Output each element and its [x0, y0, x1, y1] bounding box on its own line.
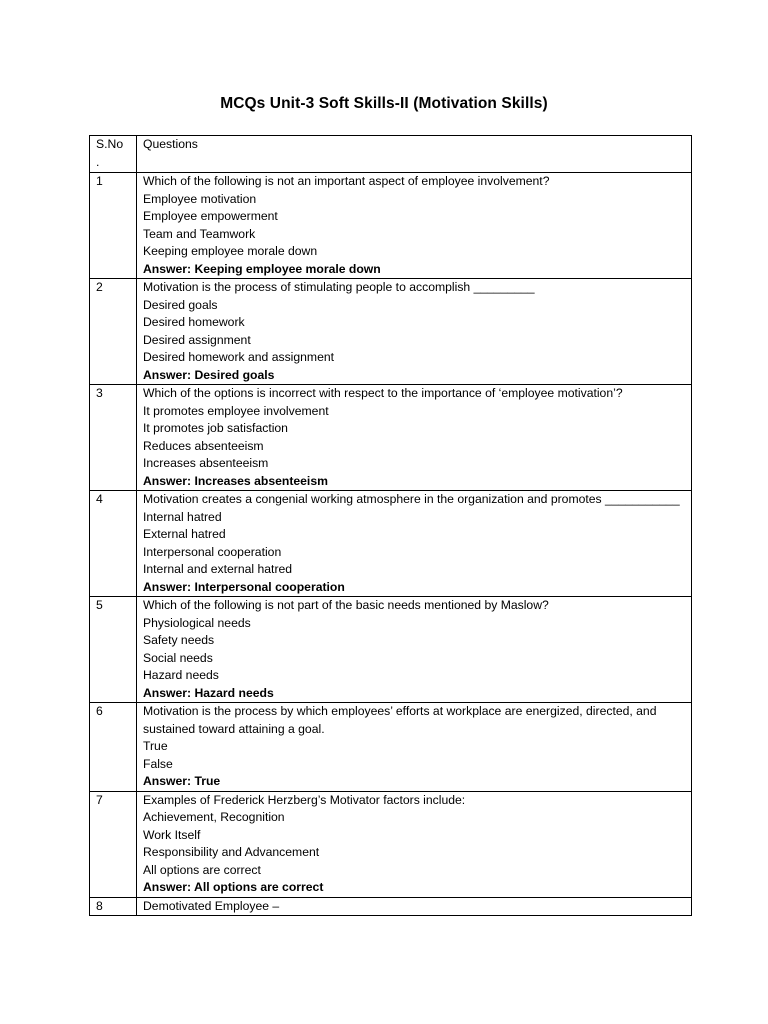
answer-option: Achievement, Recognition	[143, 810, 285, 824]
question-text: Motivation is the process by which employees’ efforts at workplace are energized, directed, and sustained toward attaining a goal.	[143, 704, 657, 736]
page-title: MCQs Unit-3 Soft Skills-II (Motivation Skills)	[220, 95, 548, 112]
answer-option: Responsibility and Advancement	[143, 845, 320, 859]
question-cell	[137, 703, 692, 792]
question-number: 8	[90, 897, 137, 916]
answer-option: Safety needs	[143, 633, 215, 647]
question-text: Which of the options is incorrect with respect to the importance of ‘employee motivation’?	[143, 386, 623, 400]
question-number: 6	[90, 703, 137, 792]
question-number: 1	[90, 173, 137, 279]
table-header-row	[90, 136, 692, 173]
correct-answer: Answer: True	[143, 774, 221, 788]
question-text: Which of the following is not part of the basic needs mentioned by Maslow?	[143, 598, 549, 612]
answer-option: Work Itself	[143, 827, 201, 842]
question-cell	[137, 385, 692, 491]
question-cell	[137, 597, 692, 703]
answer-option: Employee motivation	[143, 191, 257, 206]
answer-option: Reduces absenteeism	[143, 438, 264, 453]
table-row	[90, 491, 692, 597]
table-row	[90, 597, 692, 703]
correct-answer: Answer: Keeping employee morale down	[143, 261, 381, 276]
correct-answer: Answer: All options are correct	[143, 880, 324, 894]
header-questions: Questions	[137, 136, 692, 173]
question-text: Examples of Frederick Herzberg’s Motivator factors include:	[143, 792, 466, 807]
question-cell	[137, 173, 692, 279]
mcq-table	[89, 135, 692, 916]
question-number: 4	[90, 491, 137, 597]
answer-option: All options are correct	[143, 862, 261, 877]
answer-option: Desired assignment	[143, 332, 251, 347]
answer-option: Team and Teamwork	[143, 226, 256, 241]
answer-option: It promotes employee involvement	[143, 403, 329, 418]
answer-option: Interpersonal cooperation	[143, 544, 282, 559]
answer-option: Internal and external hatred	[143, 562, 293, 576]
table-row	[90, 279, 692, 385]
question-number: 7	[90, 791, 137, 897]
question-cell	[137, 279, 692, 385]
question-cell	[137, 491, 692, 597]
correct-answer: Answer: Desired goals	[143, 367, 275, 382]
answer-option: Social needs	[143, 650, 213, 665]
table-row	[90, 703, 692, 792]
table-row	[90, 791, 692, 897]
answer-option: Physiological needs	[143, 615, 251, 630]
question-text: Which of the following is not an important aspect of employee involvement?	[143, 174, 550, 188]
answer-option: Hazard needs	[143, 668, 219, 682]
question-text: Motivation is the process of stimulating people to accomplish _________	[143, 280, 535, 294]
answer-option: Internal hatred	[143, 509, 222, 524]
question-text: Demotivated Employee –	[143, 898, 280, 913]
answer-option: Desired homework and assignment	[143, 350, 335, 364]
correct-answer: Answer: Interpersonal cooperation	[143, 579, 345, 594]
question-cell	[137, 897, 692, 916]
answer-option: True	[143, 739, 168, 753]
answer-option: External hatred	[143, 527, 226, 541]
answer-option: Keeping employee morale down	[143, 244, 318, 258]
question-number: 2	[90, 279, 137, 385]
correct-answer: Answer: Increases absenteeism	[143, 473, 328, 488]
answer-option: It promotes job satisfaction	[143, 421, 288, 435]
question-number: 5	[90, 597, 137, 703]
answer-option: Increases absenteeism	[143, 456, 269, 470]
answer-option: Desired homework	[143, 315, 245, 329]
correct-answer: Answer: Hazard needs	[143, 685, 274, 700]
question-cell	[137, 791, 692, 897]
answer-option: Employee empowerment	[143, 209, 278, 223]
table-row	[90, 173, 692, 279]
question-number: 3	[90, 385, 137, 491]
question-text: Motivation creates a congenial working atmosphere in the organization and promotes ___________	[143, 492, 680, 506]
answer-option: False	[143, 756, 173, 771]
answer-option: Desired goals	[143, 297, 218, 312]
table-row	[90, 897, 692, 916]
table-row	[90, 385, 692, 491]
header-sno: S.No .	[90, 136, 137, 173]
